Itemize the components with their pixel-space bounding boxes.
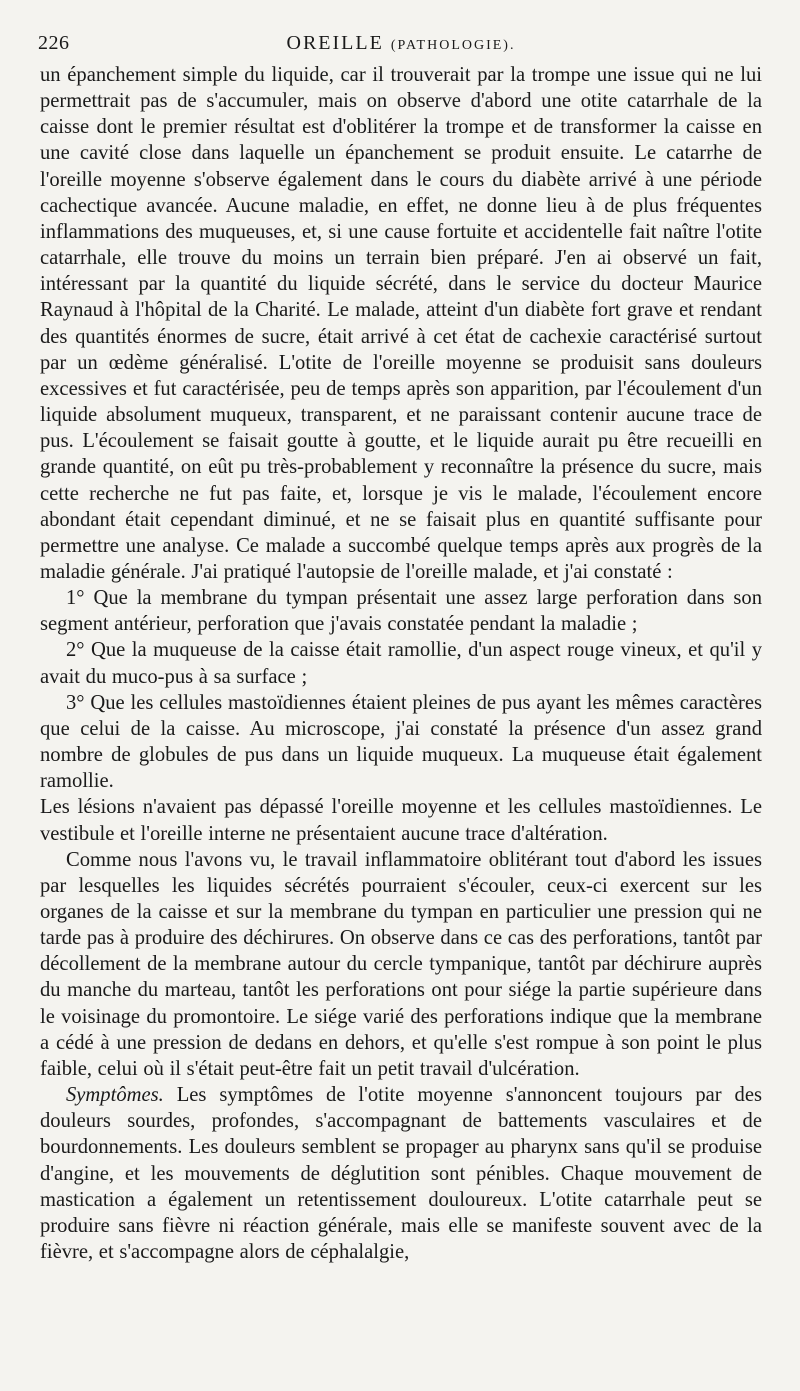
section-heading-symptomes: Symptômes. bbox=[66, 1084, 164, 1107]
running-header bbox=[40, 26, 762, 62]
body-text bbox=[40, 62, 762, 1265]
list-item-1: 1° Que la membrane du tympan présentait une assez large perforation dans son segment antérieur, perforation que j'avais constatée pendant la maladie ; bbox=[40, 587, 762, 636]
paragraph-lesions: Les lésions n'avaient pas dépassé l'oreille moyenne et les cellules mastoïdiennes. Le vestibule et l'oreille interne ne présentaient aucune trace d'altération. bbox=[40, 796, 762, 845]
paragraph-continued: un épanchement simple du liquide, car il trouverait par la trompe une issue qui ne lui permettrait pas de s'accumuler, mais on observe d'abord une otite catarrhale de la caisse dont le premier résultat est d'oblitérer la trompe et de transformer la caisse en une cavité close dans laquelle un épanchement se produit ensuite. Le catarrhe de l'oreille moyenne s'observe également dans le cours du diabète arrivé à une période cachectique avancée. Aucune maladie, en effet, ne donne lieu à de plus fréquentes inflammations des muqueuses, et, si une cause fortuite et accidentelle fait naître l'otite catarrhale, elle trouve du moins un terrain bien préparé. J'en ai observé un fait, intéressant par la quantité du liquide sécrété, dans le service du docteur Maurice Raynaud à l'hôpital de la Charité. Le malade, atteint d'un diabète fort grave et rendant des quantités énormes de sucre, était arrivé à cet état de cachexie caractérisé surtout par un œdème généralisé. L'otite de l'oreille moyenne se produisit sans douleurs excessives et fut caractérisée, peu de temps après son apparition, par l'écoulement d'un liquide absolument muqueux, transparent, et ne paraissant contenir aucune trace de pus. L'écoulement se faisait goutte à goutte, et le liquide aurait pu être recueilli en grande quantité, on eût pu très-probablement y reconnaître la présence du sucre, mais cette recherche ne fut pas faite, et, lorsque je vis le malade, l'écoulement encore abondant était cependant diminué, et ne se faisait plus en quantité suffisante pour permettre une analyse. Ce malade a succombé quelque temps après aux progrès de la maladie générale. J'ai pratiqué l'autopsie de l'oreille malade, et j'ai constaté : bbox=[40, 64, 762, 583]
paragraph-symptomes bbox=[40, 1082, 762, 1265]
running-title-sub: (PATHOLOGIE). bbox=[390, 38, 516, 53]
page-number: 226 bbox=[38, 32, 70, 54]
paragraph-symptomes-text: Les symptômes de l'otite moyenne s'annoncent toujours par des douleurs sourdes, profondes, s'accompagnant de battements vasculaires et de bourdonnements. Les douleurs semblent se propager au pharynx sans qu'il se produise d'angine, et les mouvements de déglutition sont pénibles. Chaque mouvement de mastication a également un retentissement douloureux. L'otite catarrhale peut se produire sans fièvre ni réaction générale, mais elle se manifeste souvent avec de la fièvre, et s'accompagne alors de céphalalgie, bbox=[40, 1084, 762, 1264]
list-item-2: 2° Que la muqueuse de la caisse était ramollie, d'un aspect rouge vineux, et qu'il y avait du muco-pus à sa surface ; bbox=[40, 639, 762, 688]
paragraph-perforations: Comme nous l'avons vu, le travail inflammatoire oblitérant tout d'abord les issues par lesquelles les liquides sécrétés pourraient s'écouler, ceux-ci exercent sur les organes de la caisse et sur la membrane du tympan en particulier une pression qui ne tarde pas à produire des déchirures. On observe dans ce cas des perforations, tantôt par décollement de la membrane autour du cercle tympanique, tantôt par déchirure auprès du manche du marteau, tantôt les perforations ont pour siége la partie supérieure dans le voisinage du promontoire. Le siége varié des perforations indique que la membrane a cédé à une pression de dedans en dehors, et qu'elle s'est rompue à son point le plus faible, celui où il s'était peut-être fait un petit travail d'ulcération. bbox=[40, 848, 762, 1080]
running-title-main: OREILLE bbox=[286, 32, 384, 54]
list-item-3: 3° Que les cellules mastoïdiennes étaient pleines de pus ayant les mêmes caractères que celui de la caisse. Au microscope, j'ai constaté la présence d'un assez grand nombre de globules de pus dans un liquide muqueux. La muqueuse était également ramollie. bbox=[40, 691, 762, 793]
running-title bbox=[40, 32, 762, 55]
